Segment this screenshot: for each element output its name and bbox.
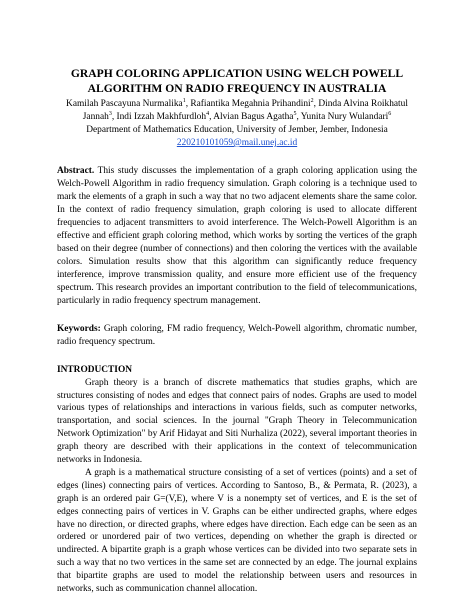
author-name: Alvian Bagus Agatha	[213, 112, 294, 122]
author-name: Kamilah Pascayuna Nurmalika	[66, 99, 183, 109]
author-affiliation-mark: 4	[206, 110, 210, 117]
title-line-1: GRAPH COLORING APPLICATION USING WELCH POWELL	[70, 67, 404, 80]
keywords-text: Graph coloring, FM radio frequency, Welch-Powell algorithm, chromatic number, radio frequency spectrum.	[57, 323, 417, 347]
abstract-label: Abstract.	[57, 166, 95, 176]
author-name: Yunita Nury Wulandari	[300, 112, 389, 122]
affiliation: Department of Mathematics Education, University of Jember, Jember, Indonesia	[86, 125, 388, 135]
body-paragraph: Graph theory is a branch of discrete mathematics that studies graphs, which are structures consisting of nodes and edges that connect pairs of nodes. Graphs are used to model various types of relationships and interactions in various fields, such as computer networks, transportation, and social sciences. In the journal "Graph Theory in Telecommunication Network Optimization" by Arif Hidayat and Siti Nurhaliza (2022), several important theories in graph theory are described with their applications in the context of telecommunication networks in Indonesia.	[57, 377, 417, 466]
section-heading-introduction: INTRODUCTION	[57, 364, 133, 375]
abstract-text: This study discusses the implementation of a graph coloring application using the Welch-Powell Algorithm in radio frequency simulation. Graph coloring is a technique used to mark the elements of a graph in such a way that no two adjacent elements share the same color. In the context of radio frequency simulation, graph coloring is used to allocate different frequencies to adjacent transmitters to avoid interference. The Welch-Powell Algorithm is an effective and efficient graph coloring method, which works by sorting the vertices of the graph based on their degree (number of connections) and then coloring the vertices with the available colors. Simulation results show that this algorithm can significantly reduce frequency interference, improve transmission quality, and ensure more efficient use of the frequency spectrum. This research provides an important contribution to the field of telecommunications, particularly in radio frequency spectrum management.	[57, 166, 417, 307]
author-name: Indi Izzah Makhfurdloh	[116, 112, 207, 122]
keywords-label: Keywords:	[57, 323, 101, 334]
author-name: Dinda Alvina Roikhatul Jannah	[82, 99, 408, 122]
author-affiliation-mark: 6	[388, 110, 392, 117]
abstract	[57, 165, 417, 309]
email-line	[57, 137, 417, 150]
email-link[interactable]: 220210101059@mail.unej.ac.id	[176, 138, 298, 148]
author-list: Kamilah Pascayuna Nurmalika$^1$, Rafiantika Megahnia Prihandini$^2$, Dinda Alvina Roikhatul Jannah$^3$, Indi Izzah Makhfurdloh$^4$, Alvian Bagus Agatha$^5$, Yunita Nury Wulandari$^6$	[66, 97, 408, 122]
author-affiliation-mark: 5	[293, 110, 297, 117]
title-line-2: ALGORITHM ON RADIO FREQUENCY IN AUSTRALIA	[87, 82, 387, 95]
body-paragraph: A graph is a mathematical structure consisting of a set of vertices (points) and a set of edges (lines) connecting pairs of vertices. According to Santoso, B., & Permata, R. (2023), a graph is an ordered pair G=(V,E), where V is a nonempty set of vertices, and E is the set of edges connecting pairs of vertices in V. Graphs can be either undirected graphs, where edges have no direction, or directed graphs, where edges have direction. Each edge can be seen as an ordered or unordered pair of two vertices, depending on whether the graph is directed or undirected. A bipartite graph is a graph whose vertices can be divided into two separate sets in such a way that no two vertices in the same set are connected by an edge. The journal explains that bipartite graphs are used to model the relationship between users and resources in networks, such as communication channel allocation.	[57, 467, 417, 595]
keywords	[57, 323, 417, 349]
author-affiliation-mark: 3	[108, 110, 112, 117]
author-affiliation-mark: 2	[310, 97, 314, 104]
author-name: Rafiantika Megahnia Prihandini	[190, 99, 311, 109]
paper-title	[57, 66, 417, 96]
author-affiliation-mark: 1	[182, 97, 186, 104]
